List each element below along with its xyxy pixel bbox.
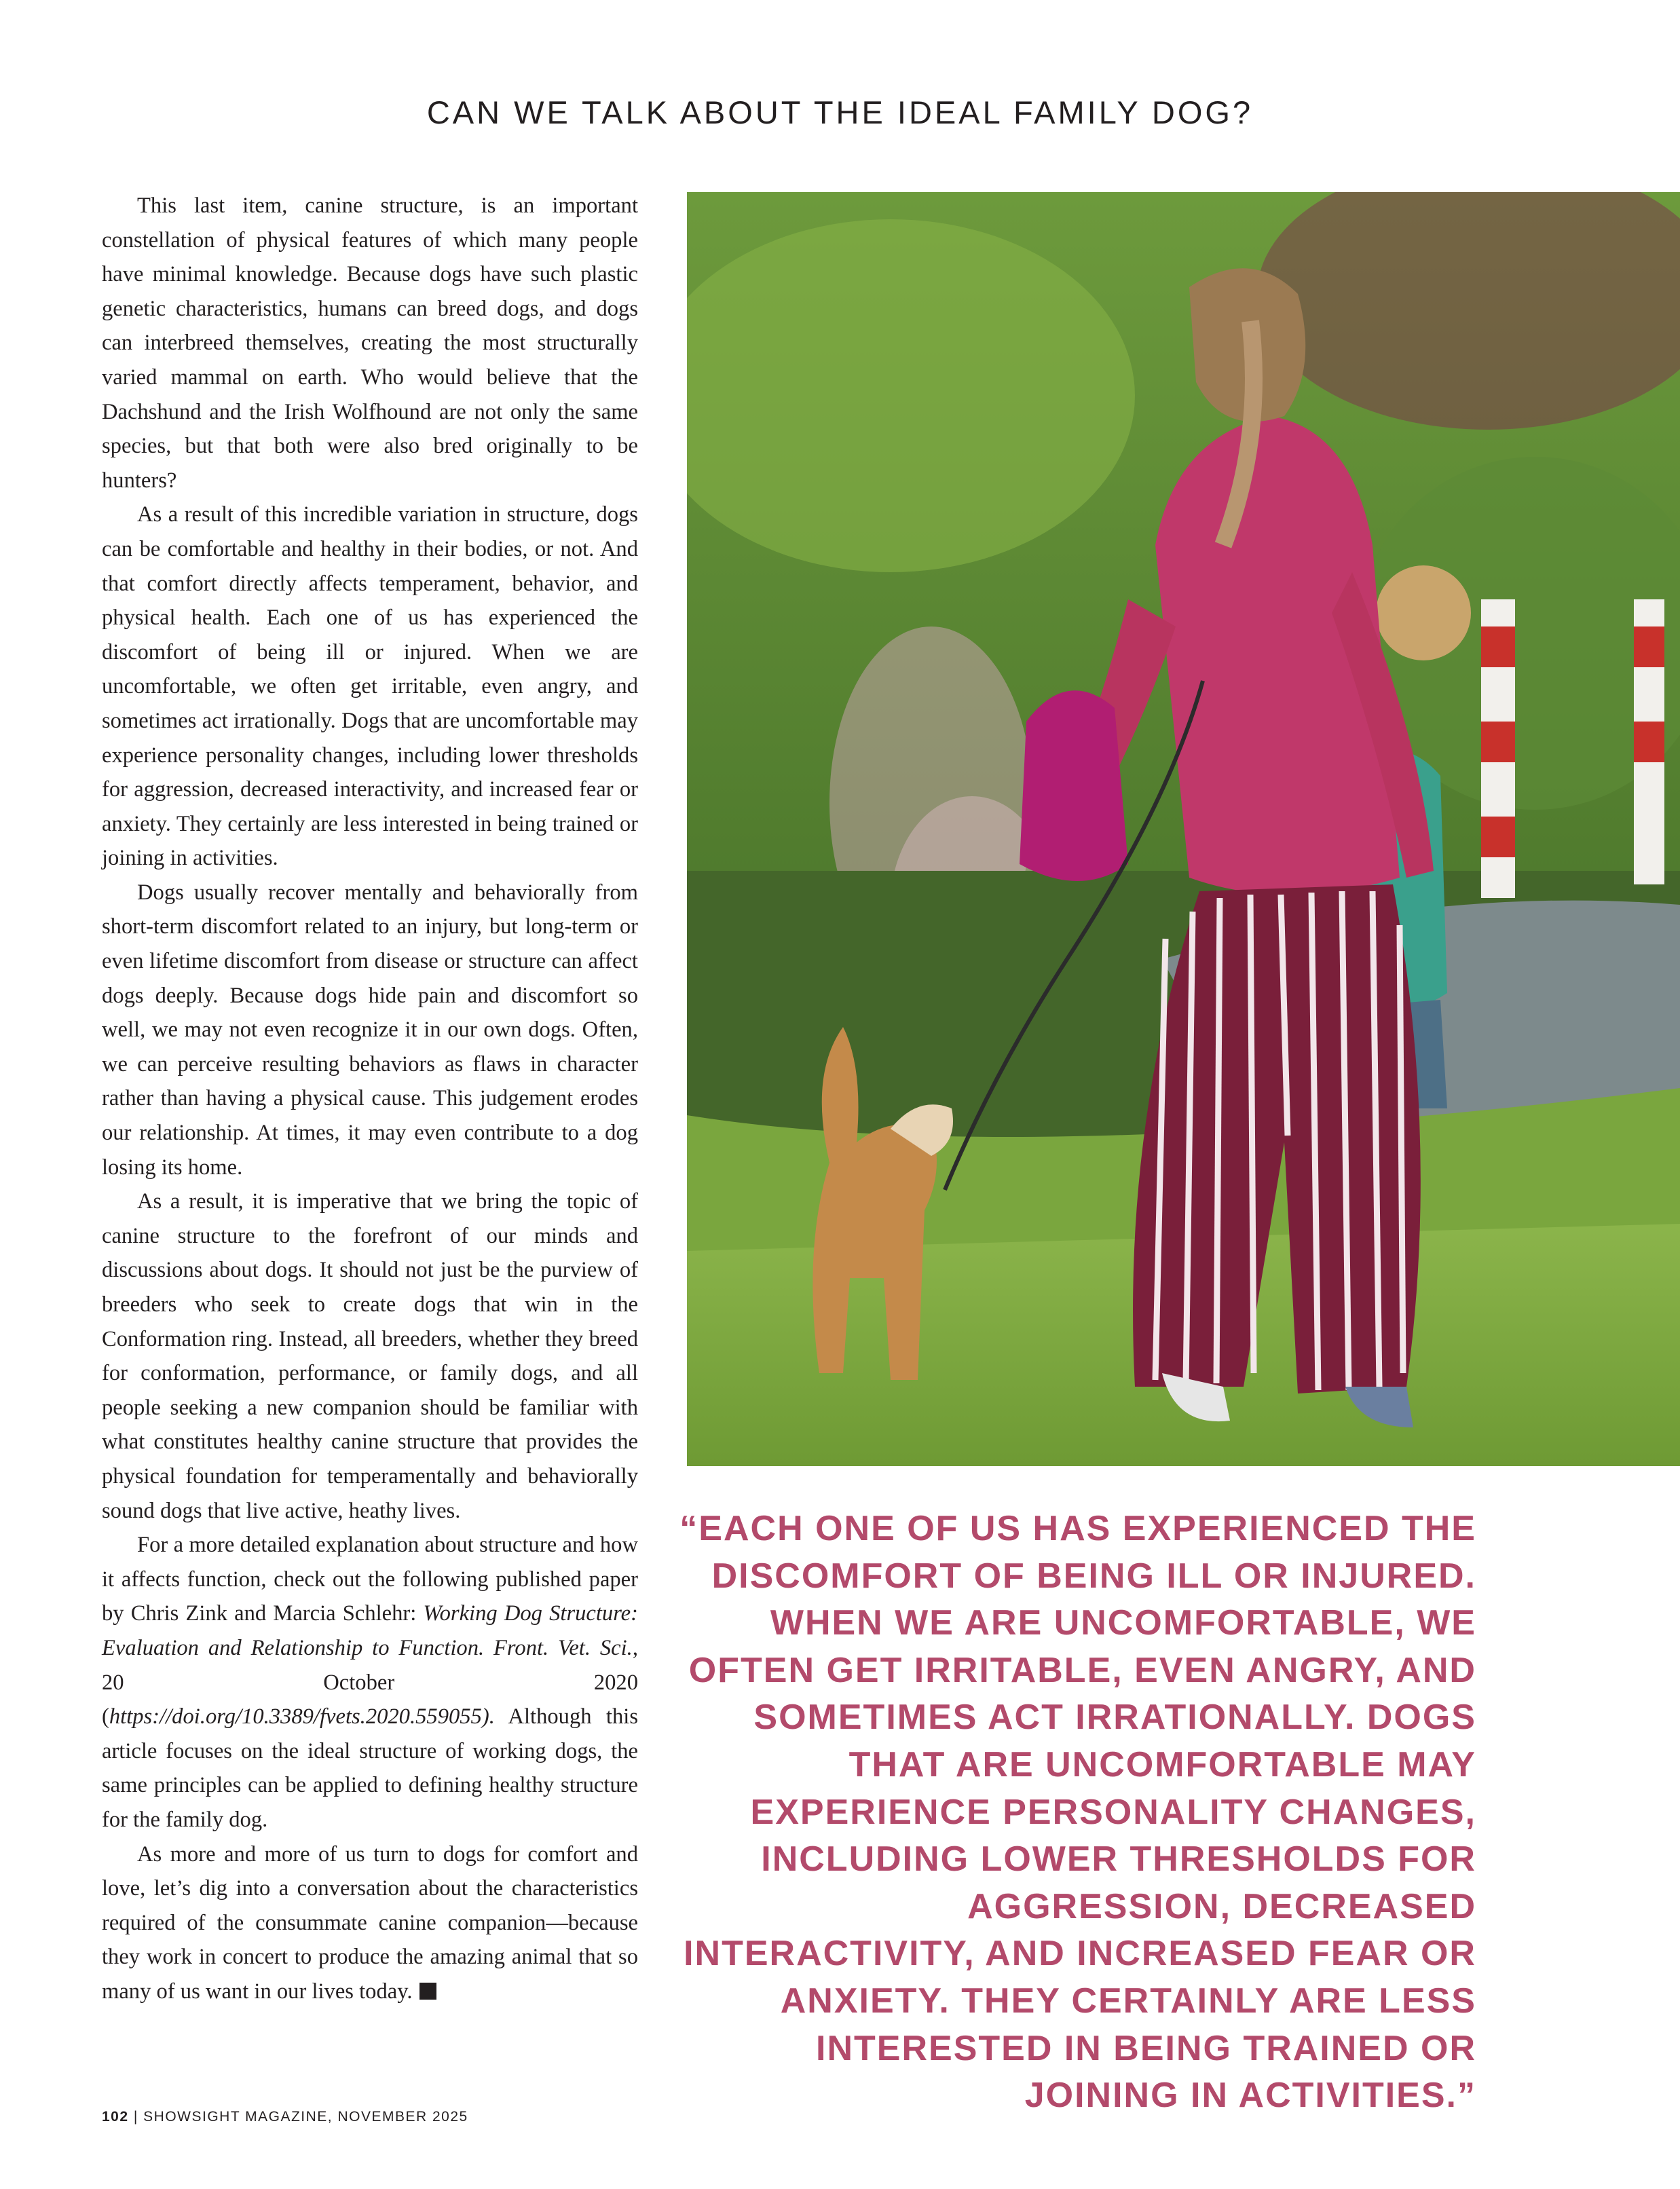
paragraph-5 bbox=[102, 1528, 638, 1837]
citation-title: Working Dog Structure: Evaluation and Relationship to Function. Front. Vet. Sci. bbox=[102, 1601, 638, 1660]
paragraph-4: As a result, it is imperative that we bring the topic of canine structure to the forefront of our minds and discussions about dogs. It should not just be the purview of breeders who seek to create dogs that win in the Conformation ring. Instead, all breeders, whether they breed for conformation, performance, or family dogs, and all people seeking a new companion should be familiar with what constitutes healthy canine structure that provides the physical foundation for temperamentally and behaviorally sound dogs that live active, heathy lives. bbox=[102, 1189, 638, 1523]
paragraph-1: This last item, canine structure, is an important constellation of physical features of which many people have minimal knowledge. Because dogs have such plastic genetic characteristics, humans can breed dogs, and dogs can interbreed themselves, creating the most structurally varied mammal on earth. Who would believe that the Dachshund and the Irish Wolfhound are not only the same species, but that both were also bred originally to be hunters? bbox=[102, 193, 638, 493]
pull-quote: “EACH ONE OF US HAS EXPERIENCED THE DISCOMFORT OF BEING ILL OR INJURED. WHEN WE ARE UNCOMFORTABLE, WE OFTEN GET IRRITABLE, EVEN ANGRY, AND SOMETIMES ACT IRRATIONALLY. DOGS THAT ARE UNCOMFORTABLE MAY EXPERIENCE PERSONALITY CHANGES, INCLUDING LOWER THRESHOLDS FOR AGGRESSION, DECREASED INTERACTIVITY, AND INCREASED FEAR OR ANXIETY. THEY CERTAINLY ARE LESS INTERESTED IN BEING TRAINED OR JOINING IN ACTIVITIES.” bbox=[679, 1509, 1476, 2116]
citation-doi: https://doi.org/10.3389/fvets.2020.559055). bbox=[109, 1704, 495, 1729]
page-footer bbox=[102, 2109, 468, 2125]
footer-separator: | bbox=[128, 2109, 144, 2125]
paragraph-6 bbox=[102, 1837, 638, 2009]
paragraph-3: Dogs usually recover mentally and behaviorally from short-term discomfort related to an injury, but long-term or even lifetime discomfort from disease or structure can affect dogs deeply. Because dogs hide pain and discomfort so well, we may not even recognize it in our own dogs. Often, we can perceive resulting behaviors as flaws in character rather than having a physical cause. This judgement erodes our relationship. At times, it may even contribute to a dog losing its home. bbox=[102, 880, 638, 1180]
paragraph-5-end: Although this article focuses on the ideal structure of working dogs, the same principles can be applied to defining healthy structure for the family dog. bbox=[102, 1704, 638, 1832]
article-body bbox=[102, 189, 638, 2008]
running-head: CAN WE TALK ABOUT THE IDEAL FAMILY DOG? bbox=[426, 94, 1254, 130]
end-mark-icon bbox=[419, 1983, 436, 2000]
page-number: 102 bbox=[102, 2109, 129, 2125]
paragraph-2: As a result of this incredible variation in structure, dogs can be comfortable and healthy in their bodies, or not. And that comfort directly affects temperament, behavior, and physical health. Each one of us has experienced the discomfort of being ill or injured. When we are uncomfortable, we often get irritable, even angry, and sometimes act irrationally. Dogs that are uncomfortable may experience personality changes, including lower thresholds for aggression, decreased interactivity, and increased fear or anxiety. They certainly are less interested in being trained or joining in activities. bbox=[102, 502, 638, 871]
citation-date: , 20 October 2020 ( bbox=[102, 1635, 638, 1729]
paragraph-6-text: As more and more of us turn to dogs for comfort and love, let’s dig into a conversation about the characteristics required of the consummate canine companion—because they work in concert to produce the amazing animal that so many of us want in our lives today. bbox=[102, 1841, 638, 2004]
paragraph-5-text: For a more detailed explanation about structure and how it affects function, check out the following published paper by Chris Zink and Marcia Schlehr: bbox=[102, 1533, 638, 1626]
photo-woman-walking-dog bbox=[687, 192, 1680, 1466]
photo-illustration bbox=[687, 192, 1680, 1466]
publication-name: SHOWSIGHT MAGAZINE, NOVEMBER 2025 bbox=[143, 2109, 468, 2125]
